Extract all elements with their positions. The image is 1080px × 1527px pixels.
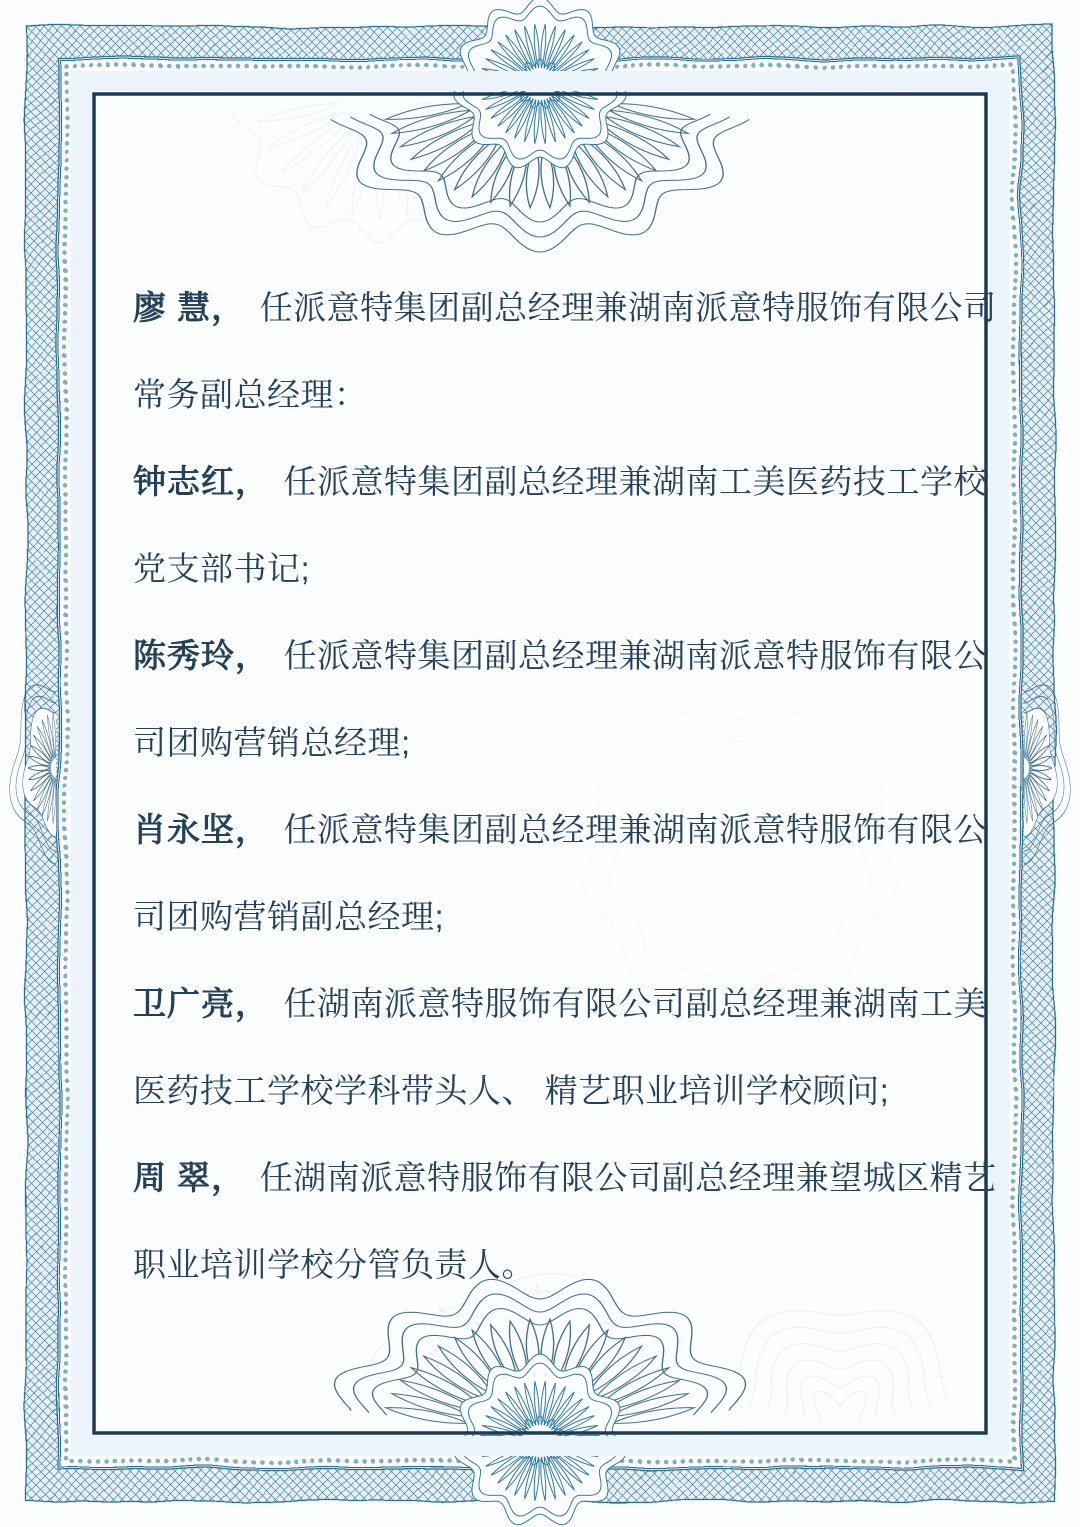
- text-line: [133, 697, 1013, 784]
- text-line: [133, 436, 1013, 523]
- comma: ，: [235, 985, 269, 1022]
- appointment-text: 职业培训学校分管负责人。: [133, 1246, 535, 1283]
- person-name: 陈秀玲: [133, 637, 235, 674]
- comma: ，: [235, 463, 269, 500]
- appointment-text: 常务副总经理：: [133, 376, 368, 413]
- person-name: 肖永坚: [133, 811, 235, 848]
- person-name: 卫广亮: [133, 985, 235, 1022]
- text-line: [133, 1219, 1013, 1306]
- appointment-text: 任湖南派意特服饰有限公司副总经理兼湖南工美: [283, 985, 987, 1022]
- text-line: [133, 784, 1013, 871]
- text-line: [133, 871, 1013, 958]
- person-name: 钟志红: [133, 463, 235, 500]
- text-line: [133, 262, 1013, 349]
- person-name: 周 翠: [133, 1159, 212, 1196]
- appointment-text: 司团购营销副总经理;: [133, 898, 445, 935]
- text-line: [133, 1132, 1013, 1219]
- appointment-text: 司团购营销总经理;: [133, 724, 411, 761]
- comma: ，: [211, 1159, 245, 1196]
- appointment-text: 党支部书记;: [133, 550, 311, 587]
- appointment-text: 任派意特集团副总经理兼湖南派意特服饰有限公司: [259, 289, 997, 326]
- appointment-text: 任派意特集团副总经理兼湖南工美医药技工学校: [283, 463, 987, 500]
- text-line: [133, 610, 1013, 697]
- appointment-text: 任湖南派意特服饰有限公司副总经理兼望城区精艺: [259, 1159, 997, 1196]
- appointment-text: 任派意特集团副总经理兼湖南派意特服饰有限公: [283, 811, 987, 848]
- person-name: 廖 慧: [133, 289, 212, 326]
- comma: ，: [211, 289, 245, 326]
- comma: ，: [235, 811, 269, 848]
- text-line: [133, 349, 1013, 436]
- text-line: [133, 523, 1013, 610]
- comma: ，: [235, 637, 269, 674]
- appointment-text: 医药技工学校学科带头人、 精艺职业培训学校顾问;: [133, 1072, 890, 1109]
- text-line: [133, 958, 1013, 1045]
- text-line: [133, 1045, 1013, 1132]
- document-body: [133, 262, 1013, 1306]
- appointment-text: 任派意特集团副总经理兼湖南派意特服饰有限公: [283, 637, 987, 674]
